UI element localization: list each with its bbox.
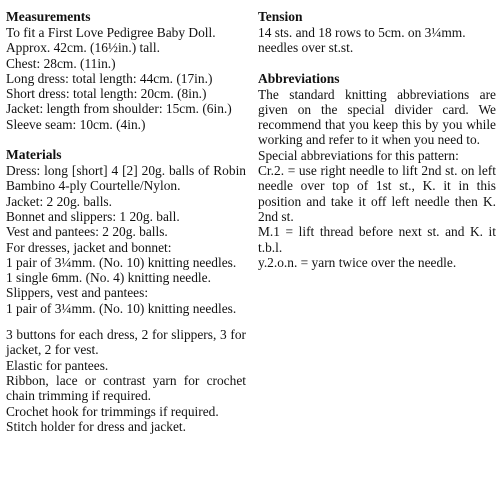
materials-line: 1 single 6mm. (No. 4) knitting needle. (6, 270, 211, 286)
materials-line: Vest and pantees: 2 20g. balls. (6, 224, 168, 240)
tension-text: 14 sts. and 18 rows to 5cm. on 3¼mm. needles over st.st. (258, 25, 466, 56)
materials-line: Slippers, vest and pantees: (6, 285, 149, 301)
measurements-line: Approx. 42cm. (16½in.) tall. (6, 40, 160, 56)
measurements-line: Long dress: total length: 44cm. (17in.) (6, 70, 213, 86)
tension-heading: Tension (258, 9, 303, 24)
section-gap (6, 132, 246, 147)
materials-extra-line: Crochet hook for trimmings if required. (6, 403, 219, 419)
materials-extra-line: Stitch holder for dress and jacket. (6, 418, 186, 434)
section-gap (258, 56, 496, 71)
materials-extra-line: Elastic for pantees. (6, 357, 109, 373)
materials-line: Jacket: 2 20g. balls. (6, 193, 112, 209)
measurements-line: To fit a First Love Pedigree Baby Doll. (6, 25, 216, 40)
materials-line: 1 pair of 3¼mm. (No. 10) knitting needles. (6, 300, 237, 316)
materials-extra-line: 3 buttons for each dress, 2 for slippers, 3 for jacket, 2 for vest. (6, 327, 246, 358)
measurements-line: Jacket: length from shoulder: 15cm. (6in.) (6, 101, 232, 117)
materials-extra-line: Ribbon, lace or contrast yarn for crochet chain trimming if required. (6, 372, 246, 404)
section-gap (6, 316, 246, 327)
abbreviations-line: Cr.2. = use right needle to lift 2nd st. on left needle over top of 1st st., K. it in this position and take it off left needle then K. 2nd st. (258, 163, 496, 224)
abbreviations-line: The standard knitting abbreviations are given on the special divider card. We recommend that you keep this by you while working and refer to it when you need to. (258, 86, 496, 148)
abbreviations-heading: Abbreviations (258, 70, 340, 86)
materials-line: Dress: long [short] 4 [2] 20g. balls of Robin Bambino 4-ply Courtelle/Nylon. (6, 163, 246, 194)
measurements-line: Chest: 28cm. (11in.) (6, 55, 116, 71)
measurements-line: Short dress: total length: 20cm. (8in.) (6, 86, 207, 102)
measurements-line: Sleeve seam: 10cm. (4in.) (6, 116, 146, 132)
materials-line: For dresses, jacket and bonnet: (6, 239, 172, 255)
right-column (258, 9, 496, 270)
abbreviations-line: Special abbreviations for this pattern: (258, 147, 459, 163)
materials-line: Bonnet and slippers: 1 20g. ball. (6, 208, 180, 224)
measurements-heading: Measurements (6, 9, 91, 24)
abbreviations-line: M.1 = lift thread before next st. and K. it t.b.l. (258, 224, 496, 255)
left-column (6, 9, 246, 434)
abbreviations-line: y.2.o.n. = yarn twice over the needle. (258, 254, 457, 270)
materials-line: 1 pair of 3¼mm. (No. 10) knitting needles. (6, 254, 237, 270)
materials-heading: Materials (6, 147, 62, 163)
